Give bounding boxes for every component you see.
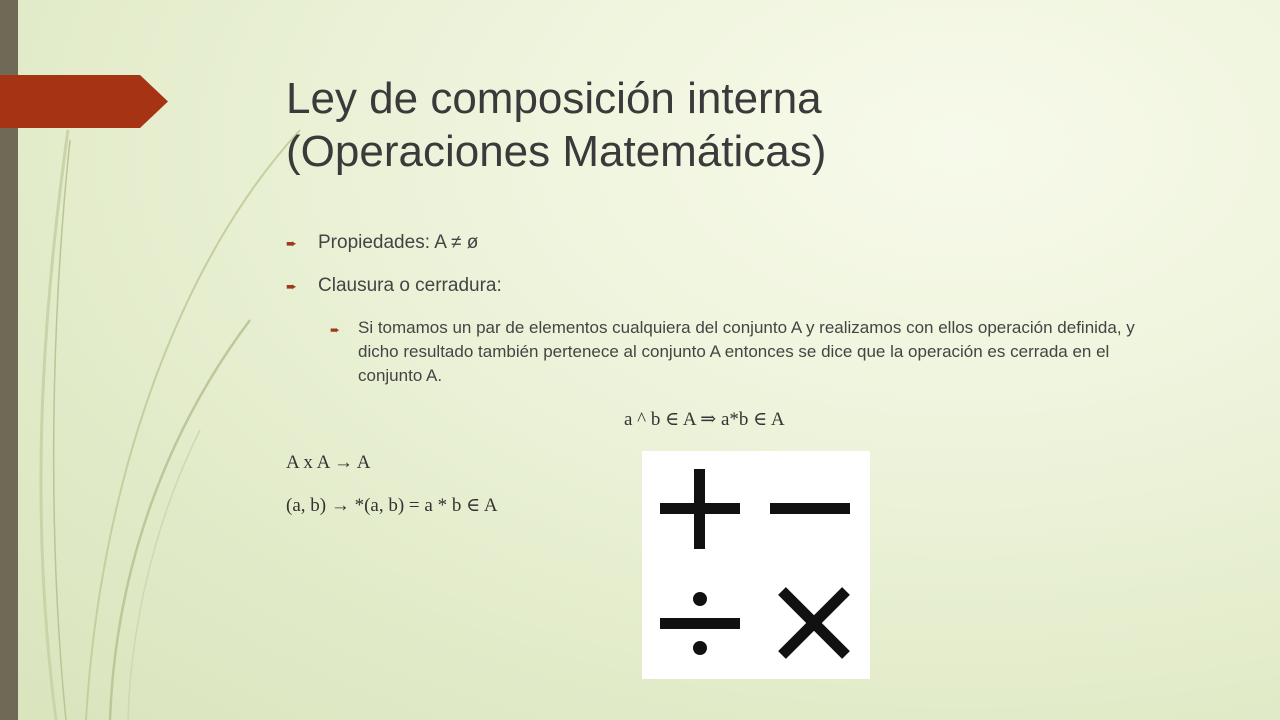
minus-icon xyxy=(770,503,850,514)
arrow-bullet-icon: ➨ xyxy=(286,236,297,251)
bullet-clausura xyxy=(286,275,502,297)
title-line-1: Ley de composición interna xyxy=(286,74,822,123)
mapping-formula: A x A → A xyxy=(286,452,371,473)
divide-icon xyxy=(660,592,740,655)
bullet-text: Clausura o cerradura: xyxy=(318,275,502,296)
accent-tab xyxy=(0,75,168,128)
multiply-icon xyxy=(782,591,846,655)
operation-formula: (a, b) → *(a, b) = a * b ∈ A xyxy=(286,495,498,516)
closure-formula: a ^ b ∈ A ⇒ a*b ∈ A xyxy=(624,409,785,430)
bullet-text: Propiedades: A ≠ ø xyxy=(318,232,479,253)
sub-bullet-definition xyxy=(330,316,1170,388)
math-operations-image xyxy=(642,451,870,679)
slide-title xyxy=(286,72,1186,178)
sub-bullet-text: Si tomamos un par de elementos cualquiera del conjunto A y realizamos con ellos operación definida, y dicho resultado también pertenece al conjunto A entonces se dice que la operación es cerrada en el conjunto A. xyxy=(358,318,1135,385)
arrow-bullet-icon: ➨ xyxy=(286,279,297,294)
bullet-propiedades xyxy=(286,232,478,254)
arrow-bullet-icon: ➨ xyxy=(330,323,341,337)
plus-icon xyxy=(660,469,740,549)
title-line-2: (Operaciones Matemáticas) xyxy=(286,127,827,176)
